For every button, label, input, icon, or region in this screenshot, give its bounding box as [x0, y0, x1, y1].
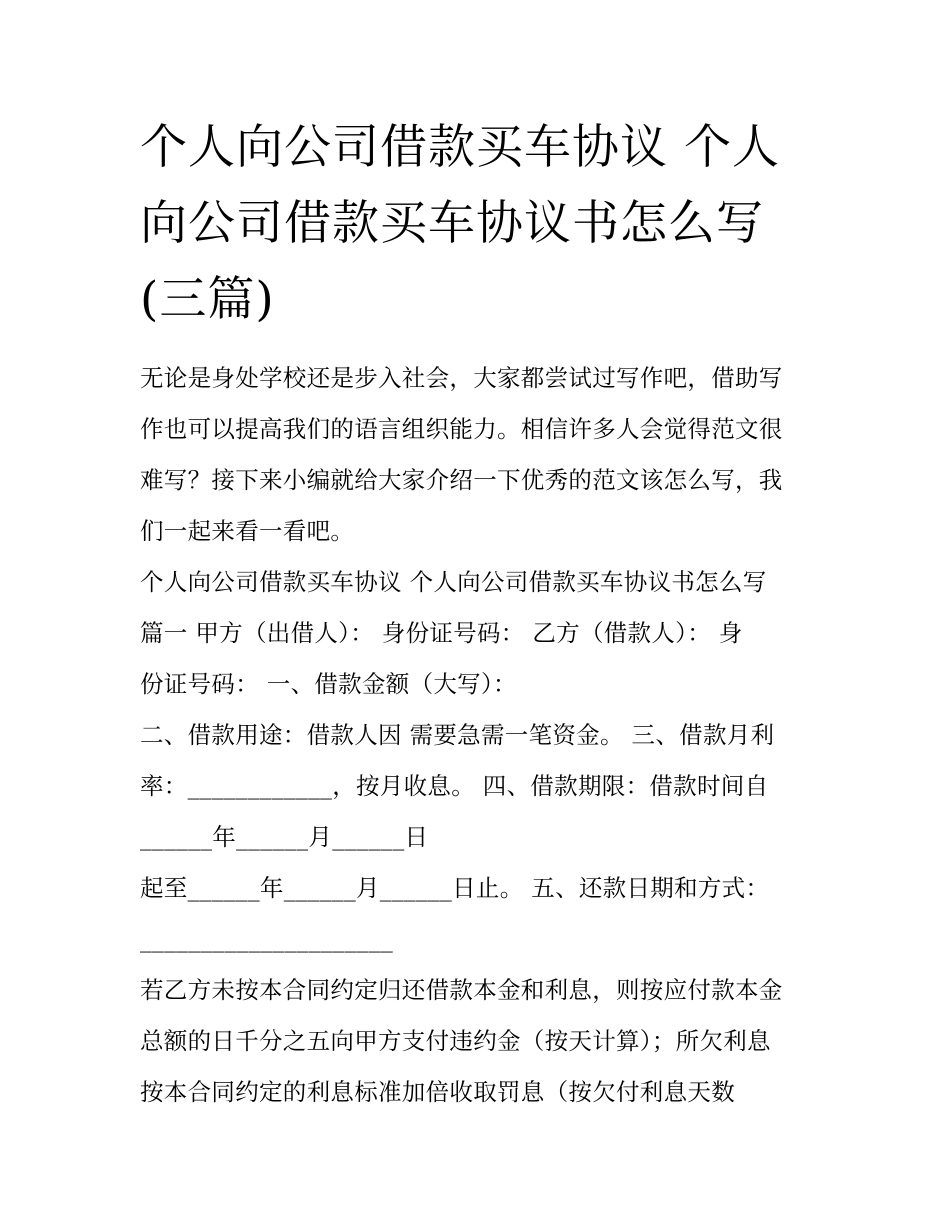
body-line-2: 作也可以提高我们的语言组织能力。相信许多人会觉得范文很 [140, 415, 783, 443]
document-title [140, 110, 830, 338]
body-line-8: 二、借款用途：借款人因 需要急需一笔资金。 三、借款月利 [140, 721, 775, 749]
body-line-3: 难写？接下来小编就给大家介绍一下优秀的范文该怎么写，我 [140, 466, 783, 494]
body-line-10: ______年______月______日 [140, 823, 429, 851]
body-line-6: 篇一 甲方（出借人）： 身份证号码： 乙方（借款人）： 身 [140, 619, 743, 647]
title-line-3: (三篇) [140, 272, 275, 327]
title-line-2: 向公司借款买车协议书怎么写 [140, 196, 764, 251]
title-line-1: 个人向公司借款买车协议 个人 [140, 120, 780, 175]
body-line-15: 按本合同约定的利息标准加倍收取罚息（按欠付利息天数 [140, 1078, 735, 1106]
body-line-11: 起至______年______月______日止。 五、还款日期和方式： [140, 874, 770, 902]
body-line-5: 个人向公司借款买车协议 个人向公司借款买车协议书怎么写 [140, 568, 767, 596]
body-line-4: 们一起来看一看吧。 [140, 517, 355, 545]
body-line-9: 率：____________，按月收息。 四、借款期限：借款时间自 [140, 772, 769, 800]
body-line-12: _____________________ [140, 925, 394, 953]
body-line-13: 若乙方未按本合同约定归还借款本金和利息，则按应付款本金 [140, 976, 783, 1004]
body-line-1: 无论是身处学校还是步入社会，大家都尝试过写作吧，借助写 [140, 364, 783, 392]
document-body [140, 353, 840, 1118]
body-line-7: 份证号码： 一、借款金额（大写）： [140, 670, 517, 698]
body-line-14: 总额的日千分之五向甲方支付违约金（按天计算）；所欠利息 [140, 1027, 771, 1055]
